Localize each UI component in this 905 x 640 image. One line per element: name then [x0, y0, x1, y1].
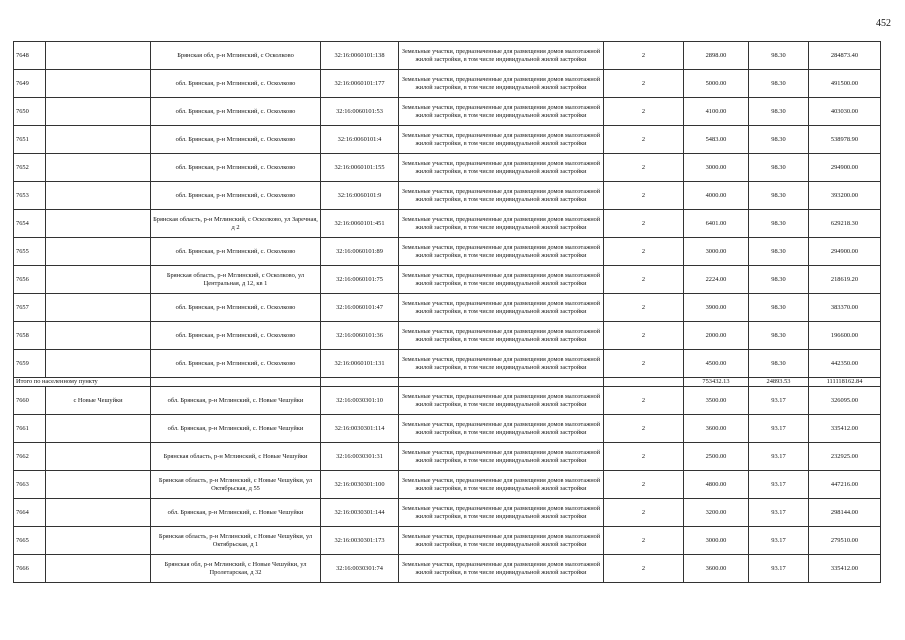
unit-price-cell: 93.17	[749, 471, 809, 499]
row-number: 7660	[14, 387, 46, 415]
area-cell: 3000.00	[684, 527, 749, 555]
table-body-novye-cheshuyki	[14, 387, 881, 583]
cadastral-value-cell: 335412.00	[809, 555, 881, 583]
unit-price-cell: 98.30	[749, 350, 809, 378]
unit-price-cell: 98.30	[749, 210, 809, 238]
cadastral-value-cell: 538978.90	[809, 126, 881, 154]
cadastral-value-cell: 294900.00	[809, 238, 881, 266]
address-cell: обл. Брянская, р-н Мглинский, с. Осколково	[151, 350, 321, 378]
locality-cell	[46, 42, 151, 70]
land-use-cell: Земельные участки, предназначенные для размещения домов малоэтажной жилой застройки, в том числе индивидуальной жилой застройки	[399, 294, 604, 322]
cadastral-number-cell: 32:16:0060101:9	[321, 182, 399, 210]
area-cell: 4000.00	[684, 182, 749, 210]
row-number: 7666	[14, 555, 46, 583]
unit-price-cell: 93.17	[749, 527, 809, 555]
land-use-cell: Земельные участки, предназначенные для размещения домов малоэтажной жилой застройки, в том числе индивидуальной жилой застройки	[399, 126, 604, 154]
cadastral-number-cell: 32:16:0030301:31	[321, 443, 399, 471]
land-use-cell: Земельные участки, предназначенные для размещения домов малоэтажной жилой застройки, в том числе индивидуальной жилой застройки	[399, 322, 604, 350]
table-row	[14, 238, 881, 266]
row-number: 7653	[14, 182, 46, 210]
address-cell: обл. Брянская, р-н Мглинский, с. Осколково	[151, 182, 321, 210]
cadastral-value-table	[13, 41, 881, 583]
land-use-cell: Земельные участки, предназначенные для размещения домов малоэтажной жилой застройки, в том числе индивидуальной жилой застройки	[399, 555, 604, 583]
address-cell: обл. Брянская, р-н Мглинский, с. Осколково	[151, 294, 321, 322]
address-cell: Брянская область, р-н Мглинский, с Новые Чешуйки, ул Октябрьская, д 1	[151, 527, 321, 555]
category-cell: 2	[604, 322, 684, 350]
row-number: 7657	[14, 294, 46, 322]
land-use-cell: Земельные участки, предназначенные для размещения домов малоэтажной жилой застройки, в том числе индивидуальной жилой застройки	[399, 210, 604, 238]
row-number: 7649	[14, 70, 46, 98]
area-cell: 2500.00	[684, 443, 749, 471]
cadastral-number-cell: 32:16:0060101:155	[321, 154, 399, 182]
unit-price-cell: 93.17	[749, 555, 809, 583]
category-cell: 2	[604, 415, 684, 443]
address-cell: обл. Брянская, р-н Мглинский, с. Осколково	[151, 126, 321, 154]
cadastral-number-cell: 32:16:0030301:173	[321, 527, 399, 555]
locality-cell	[46, 154, 151, 182]
cadastral-number-cell: 32:16:0060101:75	[321, 266, 399, 294]
category-cell: 2	[604, 555, 684, 583]
cadastral-number-cell: 32:16:0030301:114	[321, 415, 399, 443]
land-use-cell: Земельные участки, предназначенные для размещения домов малоэтажной жилой застройки, в том числе индивидуальной жилой застройки	[399, 182, 604, 210]
locality-cell	[46, 527, 151, 555]
locality-cell	[46, 70, 151, 98]
subtotal-label: Итого по населенному пункту	[14, 378, 151, 387]
unit-price-cell: 93.17	[749, 443, 809, 471]
row-number: 7663	[14, 471, 46, 499]
cadastral-value-cell: 383370.00	[809, 294, 881, 322]
row-number: 7659	[14, 350, 46, 378]
cadastral-value-cell: 284873.40	[809, 42, 881, 70]
locality-cell	[46, 266, 151, 294]
area-cell: 3900.00	[684, 294, 749, 322]
address-cell: обл. Брянская, р-н Мглинский, с. Осколково	[151, 238, 321, 266]
table-row	[14, 210, 881, 238]
address-cell: обл. Брянская, р-н Мглинский, с. Осколково	[151, 70, 321, 98]
unit-price-cell: 98.30	[749, 322, 809, 350]
category-cell: 2	[604, 443, 684, 471]
address-cell: обл. Брянская, р-н Мглинский, с. Осколково	[151, 154, 321, 182]
land-use-cell: Земельные участки, предназначенные для размещения домов малоэтажной жилой застройки, в том числе индивидуальной жилой застройки	[399, 238, 604, 266]
row-number: 7656	[14, 266, 46, 294]
cadastral-value-cell: 232925.00	[809, 443, 881, 471]
unit-price-cell: 98.30	[749, 98, 809, 126]
category-cell: 2	[604, 350, 684, 378]
unit-price-cell: 98.30	[749, 238, 809, 266]
area-cell: 3500.00	[684, 387, 749, 415]
area-cell: 5483.00	[684, 126, 749, 154]
cadastral-value-cell: 447216.00	[809, 471, 881, 499]
category-cell: 2	[604, 266, 684, 294]
table-row	[14, 322, 881, 350]
category-cell: 2	[604, 294, 684, 322]
table-row	[14, 294, 881, 322]
cadastral-value-cell: 335412.00	[809, 415, 881, 443]
cadastral-value-cell: 393200.00	[809, 182, 881, 210]
category-cell: 2	[604, 154, 684, 182]
table-row	[14, 126, 881, 154]
cadastral-value-cell: 294900.00	[809, 154, 881, 182]
row-number: 7652	[14, 154, 46, 182]
cadastral-value-cell: 442350.00	[809, 350, 881, 378]
table-row	[14, 499, 881, 527]
cadastral-value-cell: 326095.00	[809, 387, 881, 415]
land-use-cell: Земельные участки, предназначенные для размещения домов малоэтажной жилой застройки, в том числе индивидуальной жилой застройки	[399, 443, 604, 471]
address-cell: обл. Брянская, р-н Мглинский, с. Осколково	[151, 98, 321, 126]
unit-price-cell: 98.30	[749, 126, 809, 154]
land-use-cell: Земельные участки, предназначенные для размещения домов малоэтажной жилой застройки, в том числе индивидуальной жилой застройки	[399, 266, 604, 294]
area-cell: 5000.00	[684, 70, 749, 98]
row-number: 7658	[14, 322, 46, 350]
area-cell: 3600.00	[684, 415, 749, 443]
table-row	[14, 350, 881, 378]
unit-price-cell: 98.30	[749, 42, 809, 70]
cadastral-number-cell: 32:16:0060101:89	[321, 238, 399, 266]
locality-cell	[46, 322, 151, 350]
cadastral-value-cell: 491500.00	[809, 70, 881, 98]
category-cell: 2	[604, 42, 684, 70]
area-cell: 6401.00	[684, 210, 749, 238]
table-row	[14, 154, 881, 182]
land-use-cell: Земельные участки, предназначенные для размещения домов малоэтажной жилой застройки, в том числе индивидуальной жилой застройки	[399, 415, 604, 443]
area-cell: 4800.00	[684, 471, 749, 499]
locality-cell	[46, 555, 151, 583]
cadastral-number-cell: 32:16:0060101:53	[321, 98, 399, 126]
table-row	[14, 70, 881, 98]
category-cell: 2	[604, 210, 684, 238]
table-row	[14, 266, 881, 294]
row-number: 7654	[14, 210, 46, 238]
subtotal-row	[14, 378, 881, 387]
table-row	[14, 443, 881, 471]
area-cell: 3000.00	[684, 238, 749, 266]
row-number: 7662	[14, 443, 46, 471]
cadastral-number-cell: 32:16:0030301:10	[321, 387, 399, 415]
cadastral-number-cell: 32:16:0060101:177	[321, 70, 399, 98]
area-cell: 2224.00	[684, 266, 749, 294]
cadastral-number-cell: 32:16:0060101:131	[321, 350, 399, 378]
row-number: 7651	[14, 126, 46, 154]
address-cell: Брянская область, р-н Мглинский, с Новые Чешуйки, ул Октябрьская, д 55	[151, 471, 321, 499]
table-row	[14, 471, 881, 499]
unit-price-cell: 98.30	[749, 294, 809, 322]
category-cell: 2	[604, 182, 684, 210]
address-cell: обл. Брянская, р-н Мглинский, с. Новые Чешуйки	[151, 499, 321, 527]
cadastral-number-cell: 32:16:0030301:100	[321, 471, 399, 499]
locality-cell	[46, 98, 151, 126]
locality-cell	[46, 126, 151, 154]
table-row	[14, 555, 881, 583]
area-cell: 2898.00	[684, 42, 749, 70]
row-number: 7648	[14, 42, 46, 70]
locality-cell	[46, 415, 151, 443]
cadastral-number-cell: 32:16:0060101:138	[321, 42, 399, 70]
locality-cell: с Новые Чешуйки	[46, 387, 151, 415]
subtotal-area: 753432.13	[684, 378, 749, 387]
land-use-cell: Земельные участки, предназначенные для размещения домов малоэтажной жилой застройки, в том числе индивидуальной жилой застройки	[399, 527, 604, 555]
cadastral-value-cell: 279510.00	[809, 527, 881, 555]
subtotal-value: 111118162.84	[809, 378, 881, 387]
unit-price-cell: 93.17	[749, 415, 809, 443]
land-use-cell: Земельные участки, предназначенные для размещения домов малоэтажной жилой застройки, в том числе индивидуальной жилой застройки	[399, 42, 604, 70]
land-use-cell: Земельные участки, предназначенные для размещения домов малоэтажной жилой застройки, в том числе индивидуальной жилой застройки	[399, 70, 604, 98]
table-row	[14, 182, 881, 210]
locality-cell	[46, 471, 151, 499]
unit-price-cell: 98.30	[749, 70, 809, 98]
locality-cell	[46, 210, 151, 238]
area-cell: 3600.00	[684, 555, 749, 583]
address-cell: Брянская обл, р-н Мглинский, с Новые Чешуйки, ул Пролетарская, д 32	[151, 555, 321, 583]
address-cell: обл. Брянская, р-н Мглинский, с. Осколково	[151, 322, 321, 350]
row-number: 7664	[14, 499, 46, 527]
area-cell: 4100.00	[684, 98, 749, 126]
locality-cell	[46, 443, 151, 471]
page-number: 452	[876, 18, 891, 29]
address-cell: обл. Брянская, р-н Мглинский, с. Новые Чешуйки	[151, 387, 321, 415]
locality-cell	[46, 238, 151, 266]
area-cell: 3000.00	[684, 154, 749, 182]
category-cell: 2	[604, 70, 684, 98]
address-cell: Брянская область, р-н Мглинский, с Осколково, ул Центральная, д 12, кв 1	[151, 266, 321, 294]
cadastral-number-cell: 32:16:0030301:74	[321, 555, 399, 583]
unit-price-cell: 93.17	[749, 499, 809, 527]
table-row	[14, 527, 881, 555]
land-use-cell: Земельные участки, предназначенные для размещения домов малоэтажной жилой застройки, в том числе индивидуальной жилой застройки	[399, 499, 604, 527]
address-cell: обл. Брянская, р-н Мглинский, с. Новые Чешуйки	[151, 415, 321, 443]
cadastral-number-cell: 32:16:0060101:451	[321, 210, 399, 238]
land-use-cell: Земельные участки, предназначенные для размещения домов малоэтажной жилой застройки, в том числе индивидуальной жилой застройки	[399, 387, 604, 415]
land-use-cell: Земельные участки, предназначенные для размещения домов малоэтажной жилой застройки, в том числе индивидуальной жилой застройки	[399, 350, 604, 378]
locality-cell	[46, 350, 151, 378]
unit-price-cell: 98.30	[749, 182, 809, 210]
row-number: 7650	[14, 98, 46, 126]
cadastral-number-cell: 32:16:0060101:47	[321, 294, 399, 322]
area-cell: 2000.00	[684, 322, 749, 350]
address-cell: Брянская область, р-н Мглинский, с Новые Чешуйки	[151, 443, 321, 471]
cadastral-number-cell: 32:16:0030301:144	[321, 499, 399, 527]
category-cell: 2	[604, 238, 684, 266]
address-cell: Брянская область, р-н Мглинский, с Осколково, ул Заречная, д 2	[151, 210, 321, 238]
category-cell: 2	[604, 126, 684, 154]
row-number: 7665	[14, 527, 46, 555]
cadastral-number-cell: 32:16:0060101:4	[321, 126, 399, 154]
table-row	[14, 387, 881, 415]
cadastral-value-cell: 298144.00	[809, 499, 881, 527]
unit-price-cell: 98.30	[749, 266, 809, 294]
table-row	[14, 42, 881, 70]
area-cell: 4500.00	[684, 350, 749, 378]
area-cell: 3200.00	[684, 499, 749, 527]
unit-price-cell: 93.17	[749, 387, 809, 415]
subtotal-price: 24893.53	[749, 378, 809, 387]
category-cell: 2	[604, 471, 684, 499]
table-row	[14, 98, 881, 126]
cadastral-value-cell: 196600.00	[809, 322, 881, 350]
land-use-cell: Земельные участки, предназначенные для размещения домов малоэтажной жилой застройки, в том числе индивидуальной жилой застройки	[399, 471, 604, 499]
cadastral-value-cell: 629218.30	[809, 210, 881, 238]
cadastral-value-cell: 403030.00	[809, 98, 881, 126]
category-cell: 2	[604, 499, 684, 527]
locality-cell	[46, 182, 151, 210]
category-cell: 2	[604, 98, 684, 126]
row-number: 7655	[14, 238, 46, 266]
unit-price-cell: 98.30	[749, 154, 809, 182]
table-row	[14, 415, 881, 443]
category-cell: 2	[604, 527, 684, 555]
locality-cell	[46, 294, 151, 322]
row-number: 7661	[14, 415, 46, 443]
table-body-oskolkovo	[14, 42, 881, 378]
land-use-cell: Земельные участки, предназначенные для размещения домов малоэтажной жилой застройки, в том числе индивидуальной жилой застройки	[399, 98, 604, 126]
cadastral-number-cell: 32:16:0060101:36	[321, 322, 399, 350]
address-cell: Брянская обл, р-н Мглинский, с Осколково	[151, 42, 321, 70]
category-cell: 2	[604, 387, 684, 415]
land-use-cell: Земельные участки, предназначенные для размещения домов малоэтажной жилой застройки, в том числе индивидуальной жилой застройки	[399, 154, 604, 182]
locality-cell	[46, 499, 151, 527]
cadastral-value-cell: 218619.20	[809, 266, 881, 294]
